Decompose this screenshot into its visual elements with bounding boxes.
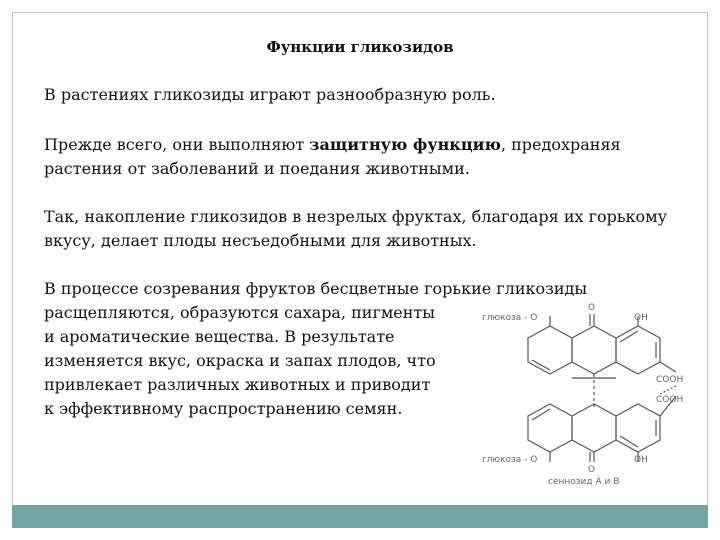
slide-title: Функции гликозидов xyxy=(266,38,454,56)
glucose-label-bottom: глюкоза - О xyxy=(482,455,538,465)
lower-left-ring xyxy=(528,404,572,452)
p4-line: к эффективному распространению семян. xyxy=(44,399,403,418)
p4-line: В процессе созревания фруктов бесцветные горькие гликозиды xyxy=(44,279,588,298)
lower-middle-ring xyxy=(572,404,616,452)
glucose-label-top: глюкоза - О xyxy=(482,313,538,323)
structure-caption: сеннозид А и В xyxy=(548,477,620,487)
p4-line: и ароматические вещества. В результате xyxy=(44,327,395,346)
p4-line: привлекает различных животных и приводит xyxy=(44,375,431,394)
p2-text-after: , предохраняя растения от заболеваний и поедания животными. xyxy=(44,135,621,178)
oxygen-label-top: О xyxy=(588,303,596,313)
lower-right-ring xyxy=(616,404,660,452)
upper-left-ring xyxy=(528,326,572,374)
p4-line: изменяется вкус, окраска и запах плодов, что xyxy=(44,351,436,370)
hydroxyl-label-bottom: ОН xyxy=(634,455,648,465)
carboxyl-label: СООН xyxy=(656,375,684,385)
hydroxyl-label-top: ОН xyxy=(634,313,648,323)
p4-line: расщепляются, образуются сахара, пигменты xyxy=(44,303,436,322)
paragraph-protective-function xyxy=(44,133,684,181)
oxygen-label-bottom: О xyxy=(588,465,596,475)
footer-bar xyxy=(12,505,708,528)
paragraph-roles: В растениях гликозиды играют разнообразную роль. xyxy=(44,85,496,104)
upper-middle-ring xyxy=(572,326,616,374)
p2-bold-term: защитную функцию xyxy=(309,135,501,154)
carboxyl-label-lower: СООН xyxy=(656,395,684,405)
upper-right-ring xyxy=(616,326,660,374)
sennoside-structure-diagram xyxy=(478,298,708,490)
p2-text-before: Прежде всего, они выполняют xyxy=(44,135,310,154)
paragraph-unripe-fruits: Так, накопление гликозидов в незрелых фруктах, благодаря их горькому вкусу, делает плоды несъедобными для животных. xyxy=(44,207,668,250)
